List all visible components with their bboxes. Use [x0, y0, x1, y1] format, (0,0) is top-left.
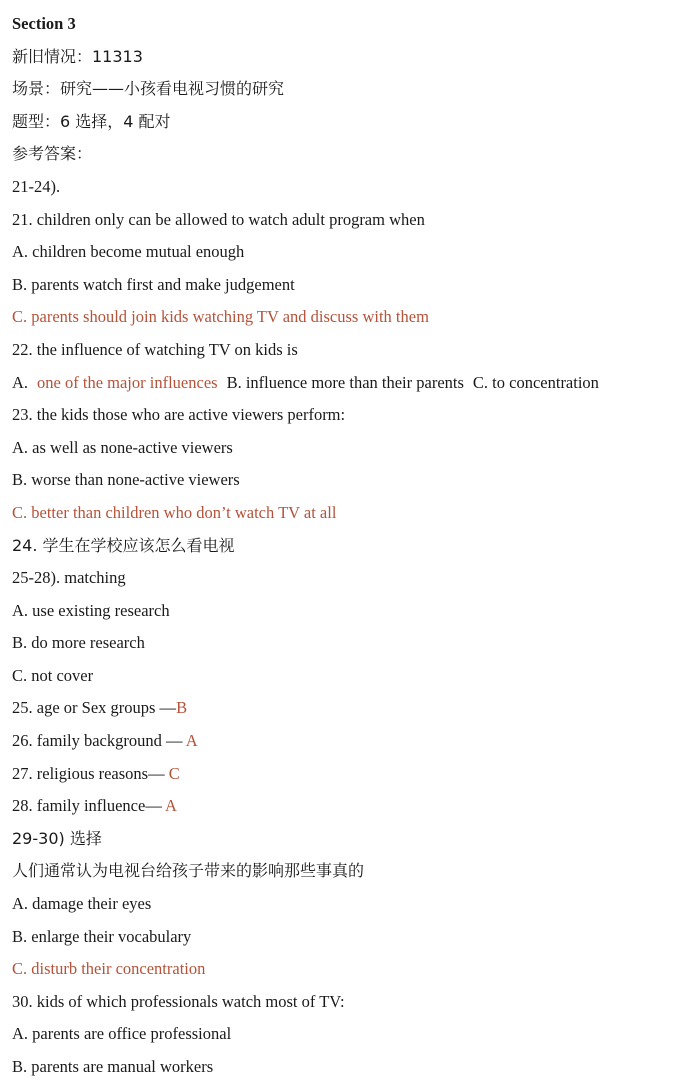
scene-info: 场景：研究——小孩看电视习惯的研究 [12, 79, 285, 99]
matching-item-answer: B [176, 698, 188, 718]
range-29-30: 29-30) 选择 [12, 828, 102, 848]
matching-item-answer: C [168, 763, 180, 783]
document [12, 11, 696, 1087]
q22-option-b: B. influence more than their parents [226, 372, 464, 392]
range-21-24: 21-24). [12, 176, 61, 196]
matching-option-b: B. do more research [12, 633, 145, 653]
xinjiu-info: 新旧情况：11313 [12, 46, 143, 66]
matching-item-text: 26. family background — [12, 731, 186, 751]
q22-option-a-answer: one of the major influences [37, 372, 218, 392]
matching-item-answer: A [185, 731, 198, 751]
q22-option-c: C. to concentration [472, 372, 599, 392]
question-30: 30. kids of which professionals watch most of TV: [12, 991, 345, 1011]
range-25-28: 25-28). matching [12, 568, 126, 588]
q23-option-c-answer: C. better than children who don’t watch TV at all [12, 502, 337, 522]
q21-option-c-answer: C. parents should join kids watching TV and discuss with them [12, 307, 429, 327]
matching-item-27 [12, 761, 696, 794]
matching-item-text: 28. family influence— [12, 796, 166, 816]
q23-option-a: A. as well as none-active viewers [12, 437, 233, 457]
q23-option-b: B. worse than none-active viewers [12, 470, 240, 490]
q21-option-a: A. children become mutual enough [12, 242, 245, 262]
question-29: 人们通常认为电视台给孩子带来的影响那些事真的 [12, 861, 365, 881]
question-21: 21. children only can be allowed to watch adult program when [12, 209, 425, 229]
q29-option-c-answer: C. disturb their concentration [12, 959, 206, 979]
q29-option-a: A. damage their eyes [12, 894, 152, 914]
question-22: 22. the influence of watching TV on kids is [12, 339, 298, 359]
section-title: Section 3 [12, 14, 76, 33]
matching-item-answer: A [165, 796, 177, 816]
matching-option-c: C. not cover [12, 665, 94, 685]
question-23: 23. the kids those who are active viewers perform: [12, 405, 346, 425]
matching-item-26 [12, 728, 696, 761]
q30-option-a: A. parents are office professional [12, 1024, 232, 1044]
q30-option-b: B. parents are manual workers [12, 1057, 214, 1076]
question-24: 24. 学生在学校应该怎么看电视 [12, 535, 235, 555]
matching-item-25 [12, 695, 696, 728]
matching-item-28 [12, 793, 696, 826]
matching-option-a: A. use existing research [12, 600, 170, 620]
matching-item-text: 25. age or Sex groups — [12, 698, 177, 718]
question-type-info: 题型：6 选择，4 配对 [12, 111, 171, 131]
q21-option-b: B. parents watch first and make judgement [12, 274, 295, 294]
answers-label: 参考答案： [12, 144, 93, 164]
q29-option-b: B. enlarge their vocabulary [12, 926, 192, 946]
q22-option-a-letter: A. [12, 372, 29, 392]
q22-options-row [12, 370, 696, 403]
matching-item-text: 27. religious reasons— [12, 763, 169, 783]
